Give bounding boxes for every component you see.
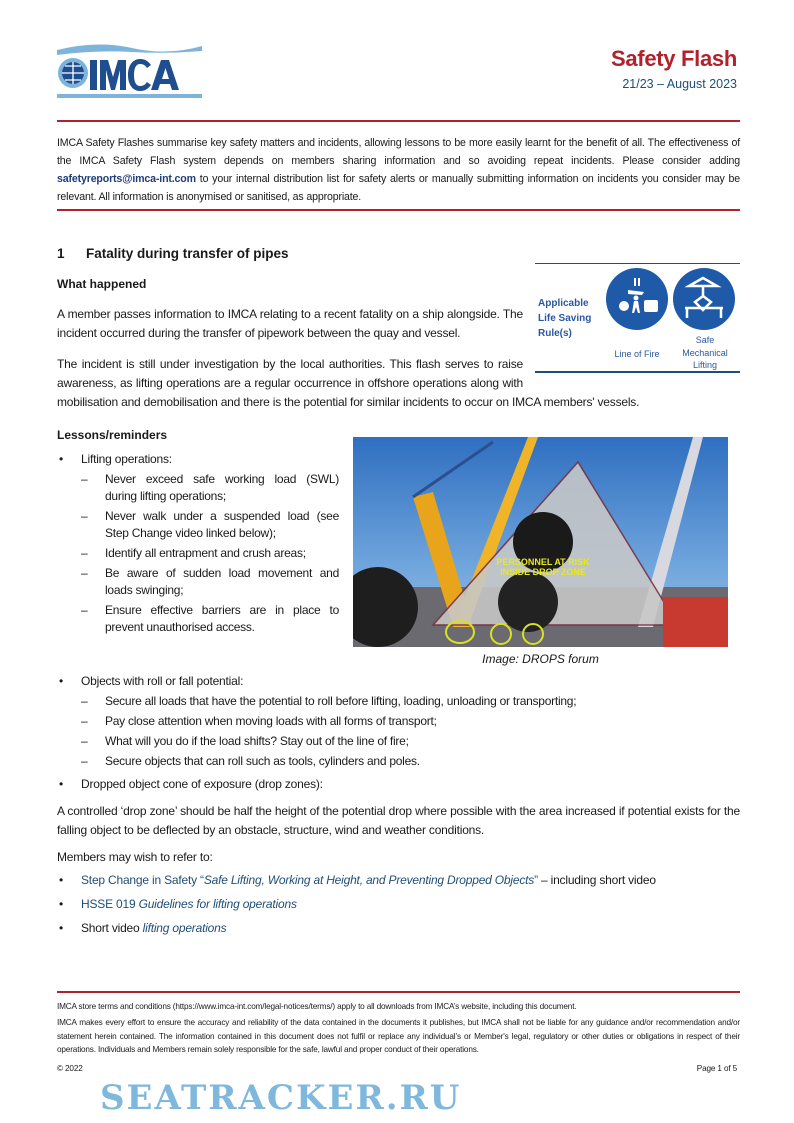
bullet-item: • Dropped object cone of exposure (drop zones): bbox=[57, 775, 740, 794]
lifting-video-link[interactable] bbox=[143, 921, 227, 935]
link-text: ” bbox=[534, 873, 538, 887]
email-link[interactable]: safetyreports@imca-int.com bbox=[57, 173, 196, 185]
bullet-item: • Objects with roll or fall potential: bbox=[57, 672, 740, 691]
sub-item: – Pay close attention when moving loads with all forms of transport; bbox=[57, 713, 740, 730]
intro-text bbox=[57, 134, 740, 206]
photo-overlay-text: PERSONNEL AT RISK INSIDE DROP ZONE bbox=[496, 557, 590, 577]
sub-item: – What will you do if the load shifts? Stay out of the line of fire; bbox=[57, 733, 740, 750]
image-caption: Image: DROPS forum bbox=[482, 652, 599, 666]
life-saving-rules-box bbox=[535, 263, 740, 373]
footer-terms: IMCA store terms and conditions (https://www.imca-int.com/legal-notices/terms/) apply to all downloads from IMCA’s website, including this document. bbox=[57, 1002, 577, 1011]
reference-item bbox=[57, 871, 740, 890]
intro-part: to your internal distribution list for safety alerts or manually submitting information on incidents you consider may be relevant. All information is anonymised or sanitised, as appropriate. bbox=[57, 173, 740, 203]
lessons-heading: Lessons/reminders bbox=[57, 428, 168, 442]
intro-part: IMCA Safety Flashes summarise key safety matters and incidents, allowing lessons to be more easily learnt for the benefit of all. The effectiveness of the IMCA Safety Flash system depends on members sharing information and so avoiding repeat incidents. Please consider adding bbox=[57, 137, 740, 167]
document-title: Safety Flash bbox=[610, 46, 737, 71]
reference-prefix: Short video bbox=[81, 921, 143, 935]
link-title: Safe Lifting, Working at Height, and Preventing Dropped Objects bbox=[203, 873, 535, 887]
reference-item bbox=[57, 919, 740, 938]
divider bbox=[57, 991, 740, 993]
page-number: Page 1 of 5 bbox=[696, 1064, 737, 1073]
sub-item: – Secure objects that can roll such as tools, cylinders and poles. bbox=[57, 753, 740, 770]
link-title: lifting operations bbox=[142, 921, 227, 935]
what-happened-heading: What happened bbox=[57, 277, 147, 291]
safe-mechanical-lifting-icon bbox=[673, 268, 735, 330]
section-heading bbox=[57, 245, 740, 263]
bullet-item: • Lifting operations: bbox=[57, 450, 740, 469]
sub-item: – Never walk under a suspended load (see Step Change video linked below); bbox=[57, 508, 740, 542]
copyright: © 2022 bbox=[57, 1064, 83, 1073]
section-number: 1 bbox=[57, 246, 65, 261]
section-body bbox=[57, 245, 740, 938]
rules-label: Applicable Life Saving Rule(s) bbox=[538, 298, 592, 339]
reference-item bbox=[57, 895, 740, 914]
imca-logo bbox=[57, 42, 202, 100]
paragraph: A controlled ‘drop zone’ should be half the height of the potential drop where possible with the area increased if potential exists for the falling object to be deflected by an obstacle, structure, wind and weather conditions. bbox=[57, 804, 740, 837]
footer-disclaimer: IMCA makes every effort to ensure the accuracy and reliability of the data contained in the documents it publishes, but IMCA shall not be liable for any guidance and/or recommendation and/or statement herein contained. The information contained in this document does not fulfil or replace any individual’s or Member's legal, regulatory or other duties or obligations in respect of their operations. Individuals and Members remain solely responsible for the safe, lawful and proper conduct of their operations. bbox=[57, 1018, 740, 1054]
sub-item: – Secure all loads that have the potential to roll before lifting, loading, unloading or transporting; bbox=[57, 693, 740, 710]
refer-intro: Members may wish to refer to: bbox=[57, 850, 213, 864]
link-text: Step Change in Safety “ bbox=[81, 873, 204, 887]
rule-name: Safe Mechanical Lifting bbox=[682, 335, 728, 370]
hsse-019-link[interactable] bbox=[81, 897, 297, 911]
sub-item: – Ensure effective barriers are in place to prevent unauthorised access. bbox=[57, 602, 740, 636]
paragraph: A member passes information to IMCA relating to a recent fatality on a ship alongside. The incident occurred during the transfer of pipework between the quay and vessel. bbox=[57, 307, 523, 340]
sub-item: – Be aware of sudden load movement and loads swinging; bbox=[57, 565, 740, 599]
paragraph: The incident is still under investigation by the local authorities. This flash serves to raise awareness, as lifting operations are a regular occurrence in offshore operations along with mobilisation and demobilisation and there is the potential for similar incidents to occur on IMCA members' vessels. bbox=[57, 357, 640, 409]
watermark: SEATRACKER.RU bbox=[100, 1078, 462, 1118]
section-title: Fatality during transfer of pipes bbox=[86, 246, 289, 261]
link-text: HSSE 019 bbox=[81, 897, 139, 911]
line-of-fire-icon bbox=[606, 268, 668, 330]
divider bbox=[57, 120, 740, 122]
reference-list bbox=[57, 871, 740, 938]
rule-name: Line of Fire bbox=[614, 349, 660, 359]
issue-date: 21/23 – August 2023 bbox=[622, 77, 737, 91]
sub-item: – Never exceed safe working load (SWL) during lifting operations; bbox=[57, 471, 740, 505]
divider bbox=[57, 209, 740, 211]
link-title: Guidelines for lifting operations bbox=[138, 897, 297, 911]
step-change-link[interactable] bbox=[81, 873, 538, 887]
sub-item: – Identify all entrapment and crush areas; bbox=[57, 545, 740, 562]
reference-note: – including short video bbox=[537, 873, 656, 887]
lessons-list-2 bbox=[57, 670, 740, 794]
